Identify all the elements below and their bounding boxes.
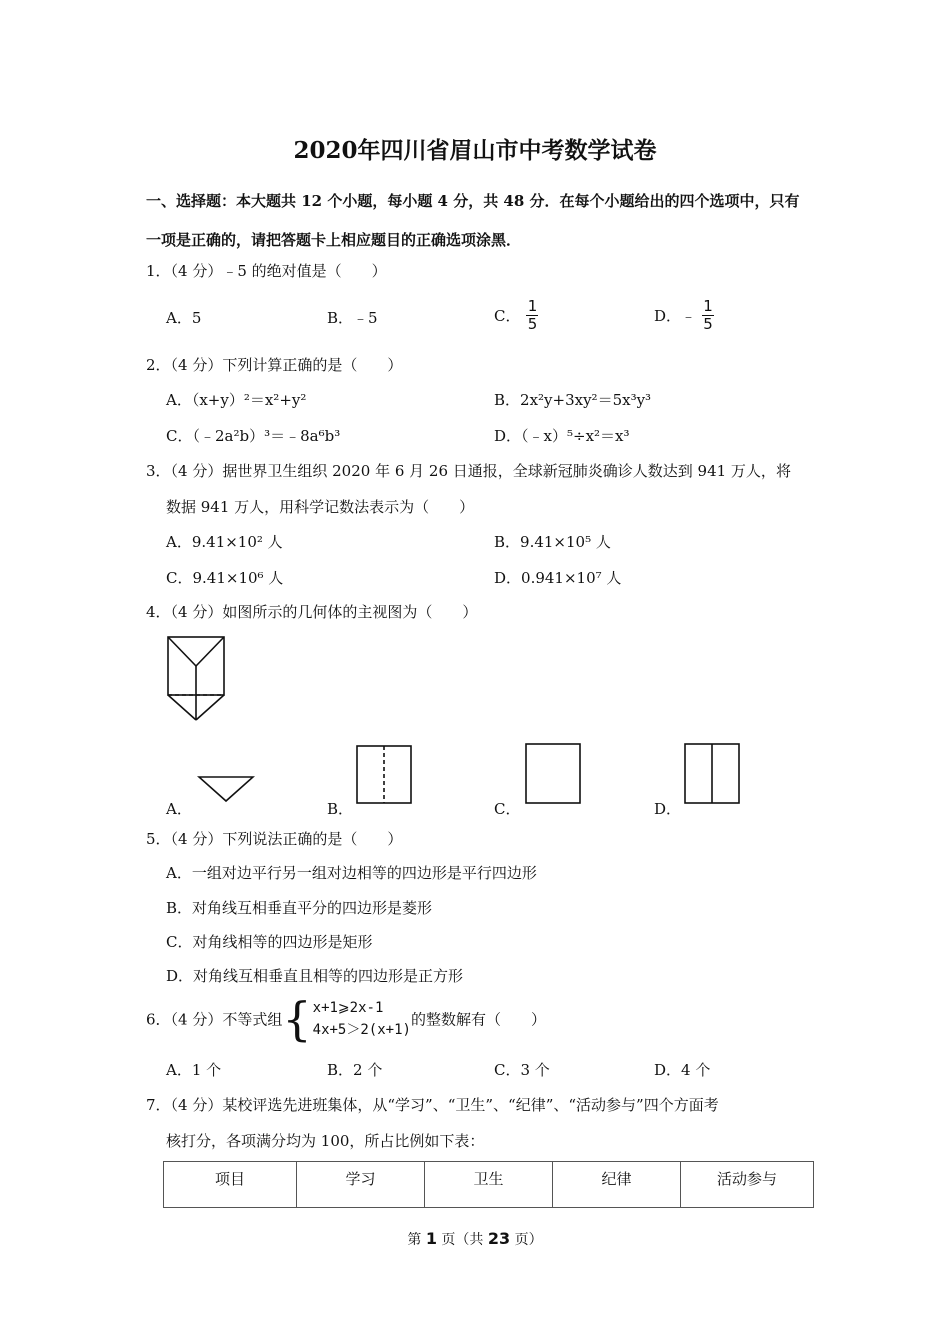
- q4-option-d: D．: [654, 800, 682, 818]
- q6-stem: [146, 992, 546, 1046]
- table-row: [164, 1162, 814, 1208]
- q5-option-a: A．一组对边平行另一组对边相等的四边形是平行四边形: [166, 864, 537, 882]
- footer-middle: 页（共: [436, 1232, 488, 1248]
- q4-option-b: B．: [327, 800, 354, 818]
- q1-option-d-numerator: 1: [703, 297, 713, 315]
- q6-option-d: D．4 个: [654, 1061, 711, 1079]
- q1-option-c-numerator: 1: [527, 297, 538, 315]
- q4-stem: 4．（4 分）如图所示的几何体的主视图为（ ）: [146, 603, 478, 621]
- table-header-cell: 项目: [164, 1162, 297, 1208]
- q2-option-b: B．2x²y+3xy²＝5x³y³: [494, 391, 652, 409]
- table-header-cell: 学习: [297, 1162, 425, 1208]
- q1-option-b: B．﹣5: [327, 309, 378, 327]
- q4-option-a: A．: [166, 800, 192, 818]
- page-footer: [0, 1229, 950, 1249]
- q6-inequality-1: x+1⩾2x-1: [312, 1000, 384, 1016]
- q1-stem: 1．（4 分）﹣5 的绝对值是（ ）: [146, 262, 387, 280]
- q6-inequality-system: [282, 992, 411, 1046]
- q2-option-c: C．（﹣2a²b）³＝﹣8a⁶b³: [166, 427, 341, 445]
- q1-option-d-label: D．﹣: [654, 307, 697, 325]
- q7-stem-line2: 核打分，各项满分均为 100，所占比例如下表：: [166, 1132, 485, 1150]
- q1-option-d-fraction: [702, 298, 714, 333]
- q2-option-d: D．（﹣x）⁵÷x²＝x³: [494, 427, 630, 445]
- q3-stem-line1: 3．（4 分）据世界卫生组织 2020 年 6 月 26 日通报，全球新冠肺炎确诊人数达到 941 万人，将: [146, 462, 791, 480]
- q3-option-d: D．0.941×10⁷ 人: [494, 569, 622, 587]
- q4-option-a-figure: [197, 775, 255, 803]
- q3-option-b: B．9.41×10⁵ 人: [494, 533, 611, 551]
- q4-option-c-figure: [525, 743, 581, 805]
- q5-option-d: D．对角线互相垂直且相等的四边形是正方形: [166, 967, 464, 985]
- q2-option-a: A．（x+y）²＝x²+y²: [166, 391, 307, 409]
- table-header-cell: 活动参与: [681, 1162, 814, 1208]
- section-heading-line1: 一、选择题：本大题共 12 个小题，每小题 4 分，共 48 分．在每个小题给出的四个选项中，只有: [146, 192, 800, 210]
- q7-stem-line1: 7．（4 分）某校评选先进班集体，从“学习”、“卫生”、“纪律”、“活动参与”四个方面考: [146, 1096, 719, 1114]
- q6-inequality-2: 4x+5＞2(x+1): [312, 1022, 411, 1038]
- q4-option-c: C．: [494, 800, 521, 818]
- q6-option-b: B．2 个: [327, 1061, 383, 1079]
- page-title: 2020年四川省眉山市中考数学试卷: [293, 137, 657, 164]
- q5-option-b: B．对角线互相垂直平分的四边形是菱形: [166, 899, 433, 917]
- brace-icon: {: [282, 992, 312, 1046]
- footer-prefix: 第: [407, 1232, 426, 1248]
- q4-solid-figure: [166, 634, 228, 724]
- section-heading-line2: 一项是正确的，请把答题卡上相应题目的正确选项涂黑．: [146, 231, 522, 249]
- q1-option-a: A．5: [166, 309, 202, 327]
- total-page-count: 23: [487, 1229, 511, 1248]
- q1-option-c: [494, 298, 538, 333]
- footer-suffix: 页）: [510, 1232, 543, 1248]
- q1-option-d: [654, 298, 714, 333]
- q5-option-c: C．对角线相等的四边形是矩形: [166, 933, 373, 951]
- q1-option-c-fraction: [526, 298, 538, 333]
- q1-option-c-denominator: 5: [527, 315, 538, 333]
- q5-stem: 5．（4 分）下列说法正确的是（ ）: [146, 830, 403, 848]
- table-header-cell: 纪律: [553, 1162, 681, 1208]
- table-header-cell: 卫生: [425, 1162, 553, 1208]
- q6-stem-prefix: 6．（4 分）不等式组: [146, 1010, 283, 1029]
- q3-option-c: C．9.41×10⁶ 人: [166, 569, 284, 587]
- q3-stem-line2: 数据 941 万人，用科学记数法表示为（ ）: [166, 498, 475, 516]
- q1-option-c-label: C．: [494, 307, 521, 325]
- q4-option-b-figure: [356, 745, 412, 805]
- q6-stem-suffix: 的整数解有（ ）: [410, 1010, 546, 1029]
- q2-stem: 2．（4 分）下列计算正确的是（ ）: [146, 356, 403, 374]
- current-page-number: 1: [425, 1229, 437, 1248]
- q7-score-table: [163, 1161, 814, 1208]
- q1-option-d-denominator: 5: [703, 315, 713, 333]
- q6-option-a: A．1 个: [166, 1061, 222, 1079]
- q3-option-a: A．9.41×10² 人: [166, 533, 283, 551]
- q4-option-d-figure: [684, 743, 740, 805]
- q6-option-c: C．3 个: [494, 1061, 550, 1079]
